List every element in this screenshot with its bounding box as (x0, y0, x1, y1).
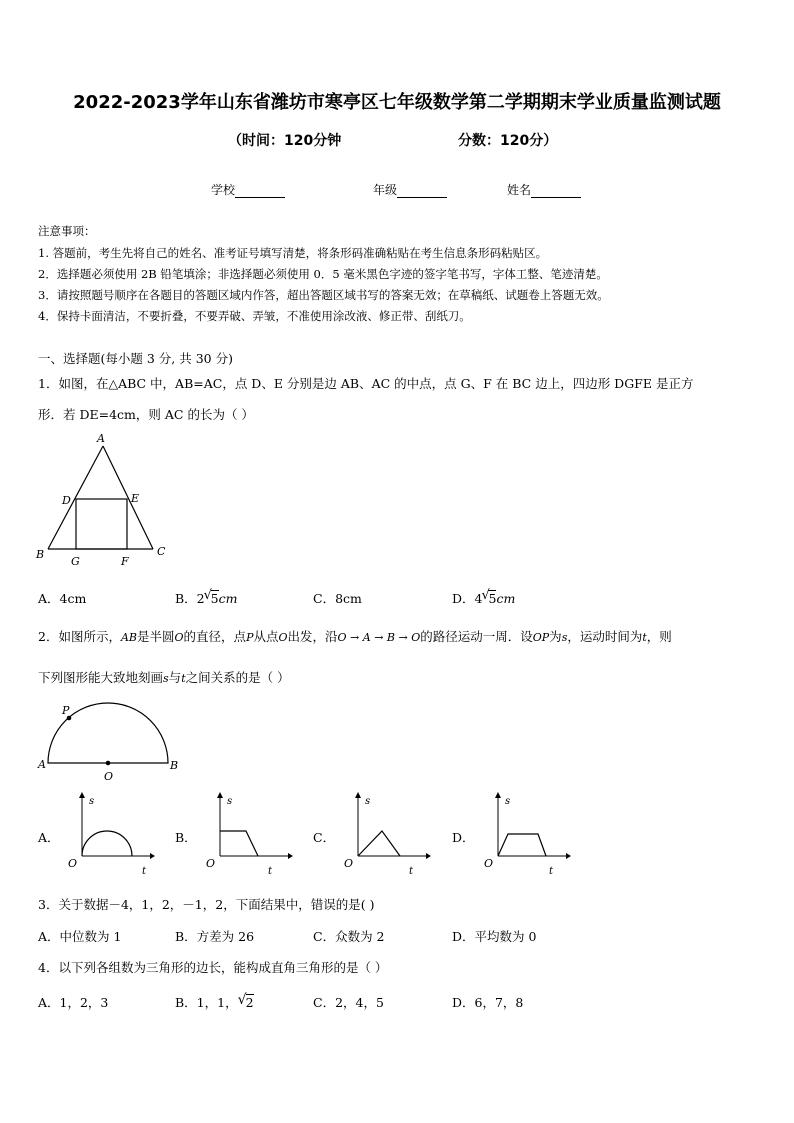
q1-option-b-root: 5 (210, 591, 219, 606)
s-label: s (365, 796, 371, 807)
sqrt-sign: √ 2 (237, 992, 254, 1010)
t-axis-arrow (426, 853, 431, 859)
q1-option-c[interactable]: C．8cm (313, 591, 362, 606)
q2-stem-line2: 下列图形能大致地刻画s与t之间关系的是（ ） (38, 670, 290, 685)
q4-option-a[interactable]: A．1，2，3 (38, 995, 109, 1010)
q3-option-a[interactable]: A．中位数为 1 (38, 929, 122, 944)
t-label: t (268, 866, 273, 877)
s-label: s (227, 796, 233, 807)
note-item: 2．选择题必须使用 2B 铅笔填涂；非选择题必须使用 0．5 毫米黑色字迹的签字笔书写，字体工整、笔迹清楚。 (38, 267, 608, 281)
origin-label: O (68, 857, 78, 870)
s-label: s (89, 796, 95, 807)
q2-semicircle-figure (34, 700, 184, 785)
label-e: E (131, 492, 140, 505)
q4-option-d[interactable]: D．6，7，8 (452, 995, 524, 1010)
q2-graph-a[interactable] (60, 790, 155, 880)
label-c: C (157, 545, 166, 558)
sqrt-sign: √ 5 (481, 588, 497, 606)
t-axis-arrow (288, 853, 293, 859)
sqrt-sign: √ 5 (203, 588, 219, 606)
section-heading: 一、选择题(每小题 3 分, 共 30 分) (38, 351, 233, 366)
grade-label: 年级 (373, 183, 398, 197)
q1-option-d-root: 5 (488, 591, 497, 606)
label-g: G (71, 555, 80, 568)
s-axis-arrow (495, 792, 501, 798)
label-f: F (121, 555, 129, 568)
q1-option-d-prefix: D．4 (452, 591, 483, 606)
label-d: D (62, 494, 71, 507)
school-label: 学校 (211, 183, 236, 197)
exam-score: 分数：120分） (458, 133, 558, 149)
label-p: P (62, 704, 70, 717)
grade-field[interactable] (373, 181, 447, 198)
t-label: t (142, 866, 147, 877)
label-a: A (97, 432, 105, 445)
q3-option-c[interactable]: C．众数为 2 (313, 929, 385, 944)
label-o: O (104, 770, 114, 783)
name-field[interactable] (507, 181, 581, 198)
note-item: 4．保持卡面清洁，不要折叠，不要弄破、弄皱，不准使用涂改液、修正带、刮纸刀。 (38, 309, 471, 323)
curve (358, 831, 400, 856)
name-blank[interactable] (531, 185, 581, 198)
q4-option-b-prefix: B．1，1， (175, 995, 238, 1010)
grade-blank[interactable] (397, 185, 447, 198)
point-o (106, 761, 111, 766)
q4-option-b[interactable] (175, 993, 254, 1011)
school-blank[interactable] (235, 185, 285, 198)
origin-label: O (206, 857, 216, 870)
q2-graph-d[interactable] (476, 790, 571, 880)
q3-option-b[interactable]: B．方差为 26 (175, 929, 255, 944)
s-axis-arrow (355, 792, 361, 798)
q1-option-d[interactable] (452, 589, 515, 607)
square-dgfe (76, 499, 127, 549)
note-item: 3．请按照题号顺序在各题目的答题区域内作答，超出答题区域书写的答案无效；在草稿纸、试题卷上答题无效。 (38, 288, 609, 302)
q1-stem-line2: 形．若 DE=4cm，则 AC 的长为（ ） (38, 407, 254, 422)
q3-option-d[interactable]: D．平均数为 0 (452, 929, 537, 944)
label-b: B (36, 548, 45, 561)
q2-option-b-label[interactable]: B． (175, 830, 197, 845)
q1-option-a[interactable]: A．4cm (38, 591, 87, 606)
s-axis-arrow (79, 792, 85, 798)
q1-option-b-unit: cm (218, 591, 238, 606)
t-label: t (549, 866, 554, 877)
q2-graph-b[interactable] (198, 790, 293, 880)
s-label: s (505, 796, 511, 807)
q1-option-d-unit: cm (496, 591, 516, 606)
curve (498, 834, 546, 856)
school-field[interactable] (211, 181, 285, 198)
q2-option-d-label[interactable]: D． (452, 830, 475, 845)
curve (82, 831, 132, 856)
q1-triangle-figure (30, 430, 180, 572)
q2-option-a-label[interactable]: A． (38, 830, 60, 845)
notes-heading: 注意事项： (38, 224, 96, 238)
q1-stem-line1: 1．如图，在△ABC 中，AB=AC，点 D、E 分别是边 AB、AC 的中点，点 G、F 在 BC 边上，四边形 DGFE 是正方 (38, 376, 694, 391)
t-axis-arrow (566, 853, 571, 859)
origin-label: O (344, 857, 354, 870)
note-item: 1. 答题前，考生先将自己的姓名、准考证号填写清楚，将条形码准确粘贴在考生信息条形码粘贴区。 (38, 246, 548, 260)
side-ac (103, 446, 153, 549)
q2-option-c-label[interactable]: C． (313, 830, 336, 845)
exam-time: （时间：120分钟 (228, 133, 342, 149)
q1-option-b-prefix: B．2 (175, 591, 205, 606)
q4-option-c[interactable]: C．2，4，5 (313, 995, 384, 1010)
s-axis-arrow (217, 792, 223, 798)
curve (220, 831, 258, 856)
t-axis-arrow (150, 853, 155, 859)
q2-graph-c[interactable] (336, 790, 431, 880)
t-label: t (409, 866, 414, 877)
label-a: A (38, 758, 46, 771)
q1-option-b[interactable] (175, 589, 237, 607)
q2-stem-line1: 2．如图所示，AB是半圆O的直径，点P从点O出发，沿O → A → B → O的路径运动一周．设OP为s，运动时间为t，则 (38, 629, 672, 644)
name-label: 姓名 (507, 183, 532, 197)
page-title: 2022-2023学年山东省潍坊市寒亭区七年级数学第二学期期末学业质量监测试题 (73, 92, 721, 113)
label-b: B (170, 759, 179, 772)
q3-stem: 3．关于数据－4，1，2，－1，2，下面结果中，错误的是( ) (38, 897, 375, 912)
q4-stem: 4．以下列各组数为三角形的边长，能构成直角三角形的是（ ） (38, 960, 388, 975)
origin-label: O (484, 857, 494, 870)
q4-option-b-root: 2 (245, 995, 254, 1010)
